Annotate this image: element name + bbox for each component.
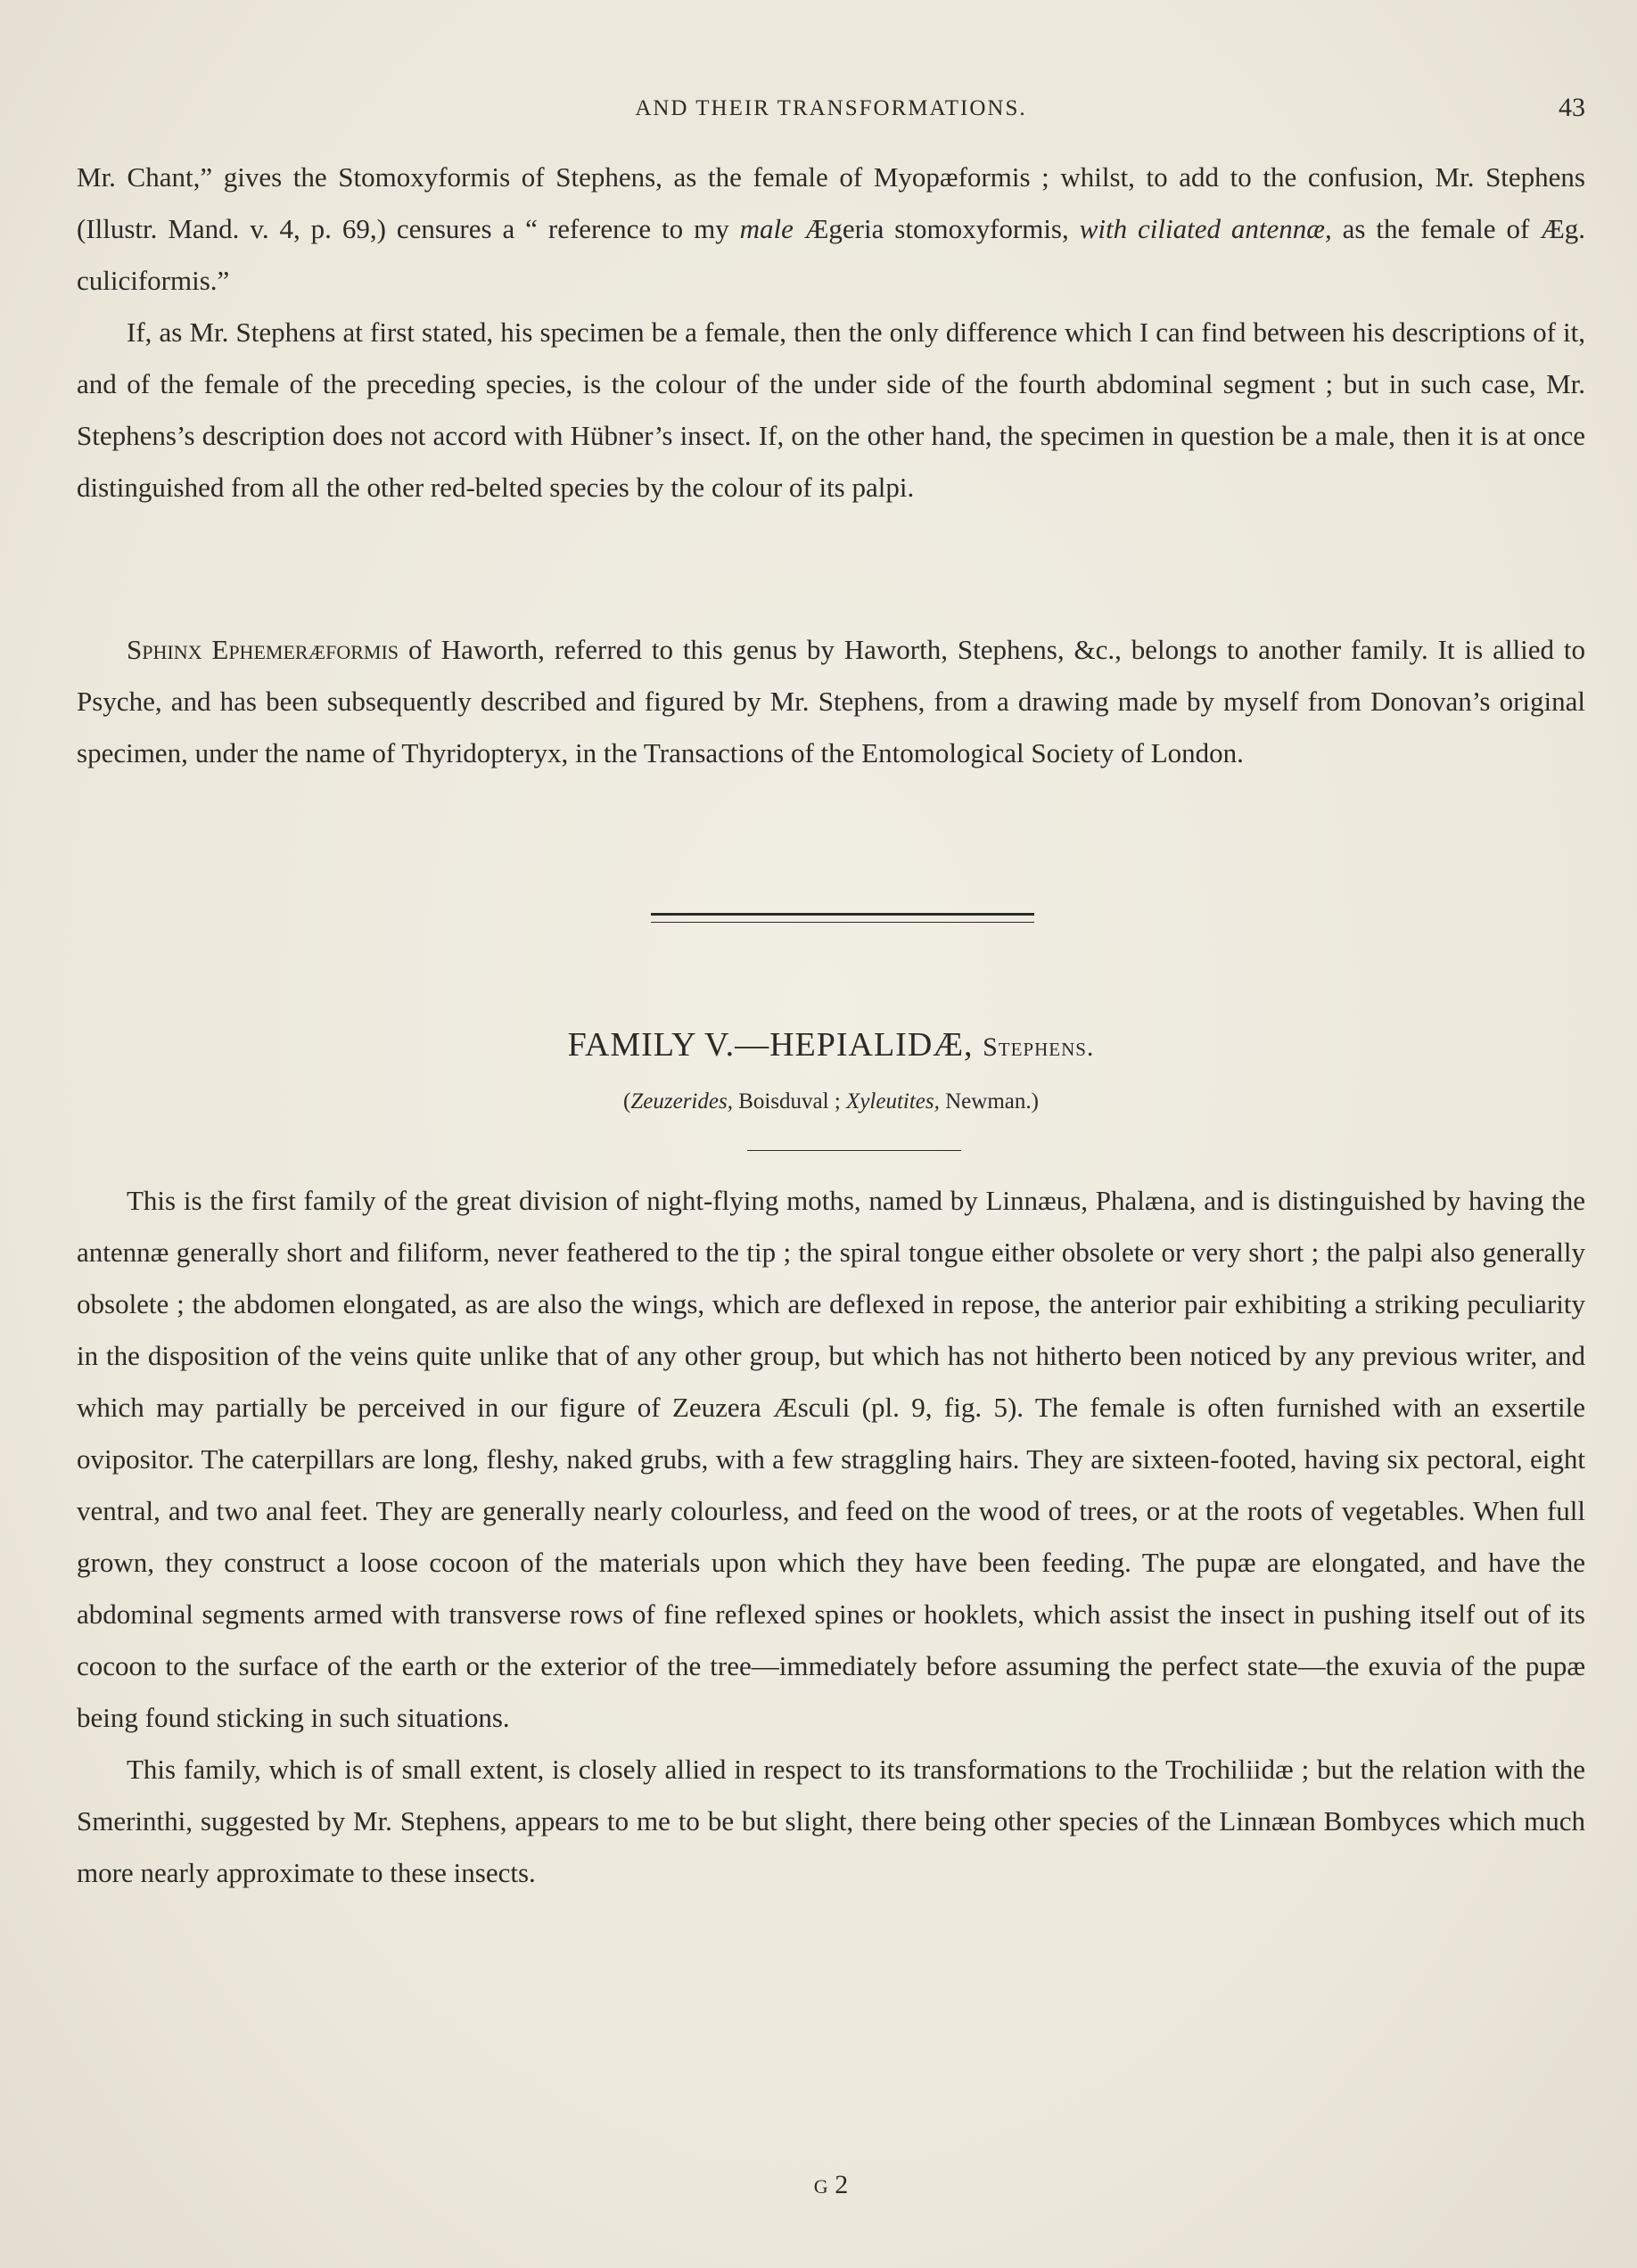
synonym-author: Boisduval ; [732, 1089, 847, 1113]
aegeria-discussion [77, 152, 1585, 514]
synonym-author: Newman.) [939, 1089, 1039, 1113]
species-name: Sphinx Ephemeræformis [127, 634, 399, 665]
family-title: FAMILY V.—HEPIALIDÆ, [567, 1026, 983, 1064]
family-author: Stephens. [983, 1032, 1095, 1062]
family-heading [77, 1025, 1585, 1064]
heading-rule [747, 1150, 961, 1151]
page-number: 43 [1559, 93, 1585, 122]
paragraph-family-characters: This is the first family of the great division of night-flying moths, named by Linnæus, Phalæna, and is distinguished by having the antennæ generally short and filiform, never feathered to the tip ; the spiral tongue either obsolete or very short ; the palpi also generally obsolete ; the abdomen elongated, as are also the wings, which are deflexed in repose, the anterior pair exhibiting a striking peculiarity in the disposition of the veins quite unlike that of any other group, but which has not hitherto been noticed by any previous writer, and which may partially be perceived in our figure of Zeuzera Æsculi (pl. 9, fig. 5). The female is often furnished with an exsertile ovipositor. The caterpillars are long, fleshy, naked grubs, with a few straggling hairs. They are sixteen-footed, having six pectoral, eight ventral, and two anal feet. They are generally nearly colourless, and feed on the wood of trees, or at the roots of vegetables. When full grown, they construct a loose cocoon of the materials upon which they have been feeding. The pupæ are elongated, and have the abdominal segments armed with transverse rows of fine reflexed spines or hooklets, which assist the insect in pushing itself out of its cocoon to the surface of the earth or the exterior of the tree—immediately before assuming the perfect state—the exuvia of the pupæ being found sticking in such situations. [77, 1185, 1585, 1733]
printer-signature [0, 2170, 1637, 2200]
hepialidae-description [77, 1175, 1585, 1899]
italic-run: with ciliated antennæ, [1079, 213, 1332, 244]
text-run: ( [623, 1089, 631, 1113]
paragraph-stephens-specimen: If, as Mr. Stephens at first stated, his specimen be a female, then the only difference which I can find between his descriptions of it, and of the female of the preceding species, is the colour of the under side of the fourth abdominal segment ; but in such case, Mr. Stephens’s description does not accord with Hübner’s insect. If, on the other hand, the specimen in question be a male, then it is at once distinguished from all the other red-belted species by the colour of its palpi. [77, 316, 1585, 503]
text-run: Mr. Chant,” gives the Stomoxyformis of Stephens, as the female of Myopæformis ; whilst, to add to the confusion, Mr. Stephens (Illustr. Mand. v. 4, p. 69,) censures a “ reference to my [77, 161, 1585, 244]
running-head [77, 93, 1585, 128]
section-divider [651, 913, 1034, 923]
synonym-name: Zeuzerides, [630, 1089, 733, 1113]
paragraph-chant [77, 152, 1585, 307]
ephemeraeformis-note [77, 624, 1585, 779]
family-synonyms [77, 1089, 1585, 1114]
paragraph-ephemeraeformis [77, 624, 1585, 779]
signature-number: 2 [827, 2170, 849, 2199]
signature-letter: G [813, 2175, 828, 2198]
paragraph-family-affinities: This family, which is of small extent, is closely allied in respect to its transformations to the Trochiliidæ ; but the relation with the Smerinthi, suggested by Mr. Stephens, appears to me to be but slight, there being other species of the Linnæan Bombyces which much more nearly approximate to these insects. [77, 1754, 1585, 1888]
text-run: Ægeria stomoxyformis, [793, 213, 1080, 244]
running-title: AND THEIR TRANSFORMATIONS. [635, 96, 1027, 120]
text-run: as the female of Æg. culiciformis.” [77, 213, 1586, 296]
synonym-name: Xyleutites, [846, 1089, 940, 1113]
text-run: of Haworth, referred to this genus by Haworth, Stephens, &c., belongs to another family. It is allied to Psyche, and has been subsequently described and figured by Mr. Stephens, from a drawing made by myself from Donovan’s original specimen, under the name of Thyridopteryx, in the Transactions of the Entomological Society of London. [77, 634, 1585, 768]
italic-run: male [739, 213, 794, 244]
